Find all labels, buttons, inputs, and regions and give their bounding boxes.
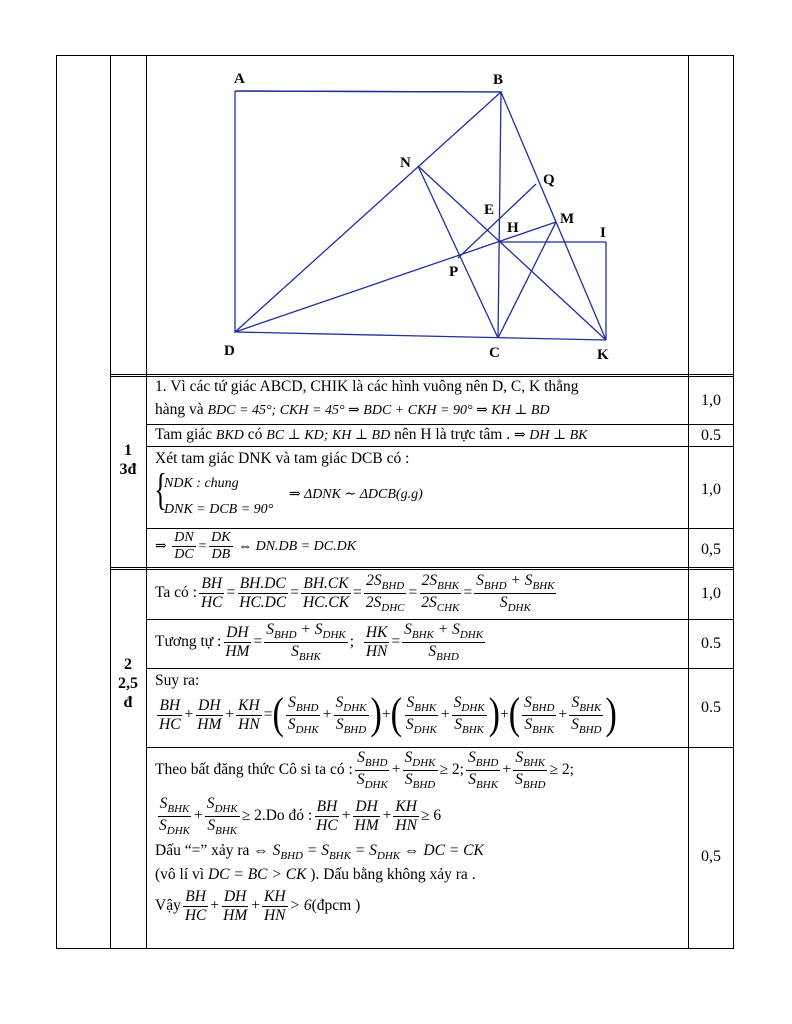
q1-row3-line1: NDK : chung bbox=[164, 476, 239, 491]
sub: DHK bbox=[412, 757, 436, 770]
frac-num: BH.CK bbox=[303, 574, 349, 592]
sub: BHK bbox=[462, 723, 484, 736]
sub: BHD bbox=[475, 757, 499, 770]
sub: BHK bbox=[298, 650, 321, 663]
sym: S bbox=[524, 715, 533, 733]
coef: 2 bbox=[421, 593, 430, 611]
q1-row1-math: BDC = 45°; CKH = 45° ⇒ BDC + CKH = 90° ⇒ KH ⊥ BD bbox=[207, 403, 550, 418]
q1-row3-score: 1,0 bbox=[701, 481, 721, 498]
q2-row2-label: Tương tự : bbox=[155, 632, 222, 650]
sub: BHK bbox=[532, 580, 555, 593]
label-C: C bbox=[489, 345, 500, 361]
q1-row2-m1: BKD bbox=[215, 428, 244, 443]
q2-row4-l3a: Dấu “=” xảy ra bbox=[155, 842, 254, 859]
frac-num: BH bbox=[316, 797, 338, 815]
sym: S bbox=[467, 749, 476, 766]
sym: S bbox=[206, 795, 215, 812]
sym: S bbox=[476, 572, 484, 589]
sym: S bbox=[428, 642, 437, 660]
sym: S bbox=[453, 694, 462, 711]
sym: S bbox=[515, 749, 524, 766]
sub: BHK bbox=[532, 723, 555, 736]
frac-num: DH bbox=[223, 888, 247, 905]
frac-den: HC bbox=[159, 715, 181, 733]
frac-den: HN bbox=[365, 642, 388, 660]
q2-row4-l5c: (đpcm ) bbox=[311, 897, 361, 915]
q2-row3-score: 0.5 bbox=[701, 699, 721, 716]
sub: BHK bbox=[476, 778, 499, 791]
sub: BHK bbox=[414, 702, 437, 715]
sym: S bbox=[524, 572, 533, 589]
q1-row2-t3: nên H là trực tâm . bbox=[390, 426, 514, 443]
q1-row2-t1: Tam giác bbox=[155, 426, 216, 443]
sub: BHD bbox=[412, 778, 436, 791]
sym: S bbox=[404, 621, 412, 638]
q1-row4 bbox=[155, 530, 356, 563]
sym: S bbox=[266, 621, 274, 638]
q2-row4-l5b: > 6 bbox=[289, 897, 312, 915]
sub: DHC bbox=[381, 601, 405, 614]
frac-num: KH bbox=[263, 888, 286, 905]
sub: BHK bbox=[215, 824, 238, 837]
sym: S bbox=[335, 715, 344, 733]
sym: S bbox=[468, 770, 477, 788]
sym: S bbox=[321, 842, 329, 859]
sub: BHD bbox=[578, 723, 602, 736]
row-divider bbox=[110, 569, 734, 570]
sym: S bbox=[357, 749, 365, 766]
sub: DHK bbox=[459, 629, 484, 642]
sym: S bbox=[314, 621, 323, 638]
label-I: I bbox=[600, 225, 606, 241]
sym: S bbox=[335, 694, 344, 711]
coef: 2 bbox=[365, 593, 374, 611]
sub: BHD bbox=[343, 723, 367, 736]
sub: BHK bbox=[579, 702, 602, 715]
sym: S bbox=[405, 715, 414, 733]
sub: DHK bbox=[343, 702, 367, 715]
q2-points: 2,5 bbox=[118, 675, 138, 693]
frac-num: BH.DC bbox=[239, 574, 286, 592]
label-H: H bbox=[507, 220, 519, 236]
row-divider bbox=[110, 567, 734, 568]
frac-num: BH bbox=[159, 696, 181, 714]
row-divider bbox=[146, 424, 734, 425]
q2-row4-l2b: .Do đó : bbox=[261, 806, 313, 824]
sub: DHK bbox=[413, 723, 437, 736]
label-D: D bbox=[224, 343, 235, 359]
q1-points: 3đ bbox=[119, 461, 137, 479]
sub: DHK bbox=[364, 778, 388, 791]
q1-row1-score: 1,0 bbox=[701, 392, 721, 409]
sub: DHK bbox=[322, 629, 346, 642]
sub: BHK bbox=[167, 803, 190, 816]
q1-row2-m3: ⇒ DH ⊥ BK bbox=[514, 428, 588, 443]
row-divider bbox=[146, 619, 734, 620]
q1-row4-pre: ⇒ bbox=[155, 538, 167, 554]
sub: BHK bbox=[437, 580, 460, 593]
sym: S bbox=[429, 593, 437, 611]
frac-num: DK bbox=[209, 530, 232, 547]
frac-den: HC bbox=[200, 593, 223, 611]
frac-num: HK bbox=[365, 623, 388, 641]
sym: S bbox=[454, 715, 462, 733]
sym: S bbox=[429, 572, 438, 589]
frac-den: HN bbox=[238, 715, 260, 733]
label-N: N bbox=[400, 155, 411, 171]
q1-row3-text: Xét tam giác DNK và tam giác DCB có : bbox=[155, 450, 410, 467]
q2-num: 2 bbox=[124, 656, 132, 673]
sub: DHK bbox=[376, 850, 401, 863]
q2-row4-l4b: ). Dấu bằng không xảy ra . bbox=[306, 866, 476, 883]
frac-num: KH bbox=[395, 797, 417, 815]
sub: BHD bbox=[522, 778, 546, 791]
row-divider bbox=[146, 668, 734, 669]
q1-row2-t2: có bbox=[243, 426, 267, 443]
q2-row4-l1: Theo bất đăng thức Cô si ta có : bbox=[155, 760, 353, 778]
coef: 2 bbox=[366, 572, 374, 589]
sym: S bbox=[207, 816, 216, 834]
table-border-bottom bbox=[56, 948, 734, 949]
q1-row3-line2: DNK = DCB = 90° bbox=[164, 502, 274, 517]
frac-den: HM bbox=[354, 816, 379, 834]
frac-den: HM bbox=[225, 642, 250, 660]
sym: S bbox=[452, 621, 460, 638]
sym: S bbox=[571, 715, 579, 733]
frac-num: DN bbox=[172, 530, 195, 547]
q2-row4-l4a: (vô lí vì bbox=[155, 866, 208, 883]
q1-row2-score: 0.5 bbox=[701, 427, 721, 444]
frac-den: HC.CK bbox=[302, 593, 350, 611]
sym: S bbox=[288, 694, 296, 711]
label-B: B bbox=[493, 72, 504, 88]
frac-num: KH bbox=[238, 696, 260, 714]
q2-row4-l5a: Vậy bbox=[155, 897, 181, 915]
frac-num: DH bbox=[355, 797, 378, 815]
q2-row3-label: Suy ra: bbox=[155, 672, 200, 689]
label-A: A bbox=[234, 71, 245, 87]
q2-row4-line1: Theo bất đăng thức Cô si ta có : $\frac{S_{BHD}}{S_{DHK}}$ + $\frac{S_{DHK}}{S_{BHD}}$ ≥ 2; $\frac{S_{BHD}}{S_{BHK}}$ + $\frac{S_{BHK}}{S_{BHD}}$ ≥ 2; bbox=[155, 749, 574, 791]
q2-row2-score: 0.5 bbox=[701, 635, 721, 652]
q2-unit: đ bbox=[123, 694, 133, 712]
sym: S bbox=[369, 842, 377, 859]
q2-row2: Tương tự : $\frac{DH}{HM}$ = $\frac{S_{BHD} + S_{DHK}}{S_{BHK}}$ ; $\frac{HK}{HN}$ = $\frac{S_{BHK} + S_{DHK}}{S_{BHD}}$ bbox=[155, 621, 484, 663]
sub: BHD bbox=[295, 702, 319, 715]
sym: S bbox=[159, 816, 167, 834]
q2-row1: Ta có : $\frac{BH}{HC}$ = $\frac{BH.DC}{HC.DC}$ = $\frac{BH.CK}{HC.CK}$ = $\frac{2S_{BHD}}{2S_{DHC}}$ = $\frac{2S_{BHK}}{2S_{CHK}}$ = $\frac{S_{BHD} + S_{BHK}}{S_{DHK}}$ bbox=[155, 572, 555, 614]
sub: DHK bbox=[461, 702, 485, 715]
q1-row4-eq: = bbox=[197, 538, 208, 554]
frac-den: HC bbox=[316, 816, 338, 834]
sym: S bbox=[499, 593, 508, 611]
sym: S bbox=[404, 770, 413, 788]
frac-den: HN bbox=[263, 906, 286, 924]
sym: S bbox=[404, 749, 413, 766]
q2-row4-score: 0,5 bbox=[701, 848, 721, 865]
q1-row3-conclusion: ⇒ ΔDNK ∼ ΔDCB(g.g) bbox=[289, 487, 423, 502]
q1-row2-m2: BC ⊥ KD; KH ⊥ BD bbox=[266, 428, 391, 443]
q2-row4-line2: $\frac{S_{BHK}}{S_{DHK}}$ + $\frac{S_{DHK}}{S_{BHK}}$ ≥ 2 .Do đó : $\frac{BH}{HC}$ + $\frac{DH}{HM}$ + $\frac{KH}{HN}$ ≥ 6 bbox=[159, 795, 442, 837]
q1-row4-post: ⇔ DN.DB = DC.DK bbox=[238, 538, 357, 554]
sub: BHD bbox=[531, 702, 555, 715]
sym: S bbox=[291, 642, 299, 660]
sym: S bbox=[571, 694, 580, 711]
sub: BHD bbox=[483, 580, 507, 593]
q2-row1-label: Ta có : bbox=[155, 583, 197, 601]
q1-row1-line2 bbox=[155, 401, 550, 420]
sub: DHK bbox=[166, 824, 190, 837]
sub: DHK bbox=[214, 803, 238, 816]
sym: S bbox=[356, 770, 365, 788]
q2-row4-line3: Dấu “=” xảy ra ⇔ $S_{BHD} = S_{BHK} = S_{DHK}$ ⇔ DC = CK bbox=[155, 842, 484, 863]
q1-row1-prefix: hàng và bbox=[155, 401, 208, 418]
coef: 2 bbox=[421, 572, 430, 589]
sym: S bbox=[524, 694, 532, 711]
label-K: K bbox=[597, 347, 609, 363]
sym: S bbox=[515, 770, 523, 788]
frac-num: DH bbox=[226, 623, 249, 641]
label-P: P bbox=[449, 264, 459, 280]
sub: BHD bbox=[364, 757, 388, 770]
row-divider bbox=[146, 747, 734, 748]
sub: BHD bbox=[436, 650, 459, 663]
sub: BHK bbox=[328, 850, 351, 863]
sym: S bbox=[159, 795, 168, 812]
sub: BHK bbox=[523, 757, 546, 770]
q2-row4-l3m: ⇔ S bbox=[253, 842, 281, 859]
sym: S bbox=[406, 694, 415, 711]
row-divider bbox=[146, 528, 734, 529]
row-divider bbox=[146, 446, 734, 447]
q1-row2 bbox=[155, 426, 588, 445]
question-2-number bbox=[110, 655, 146, 713]
frac-den: HN bbox=[395, 816, 417, 834]
frac-den: HC bbox=[184, 906, 207, 924]
frac-num: DH bbox=[198, 696, 221, 714]
frac-num: BH bbox=[185, 888, 206, 905]
label-Q: Q bbox=[543, 172, 555, 188]
sub: DHK bbox=[507, 601, 531, 614]
frac-den: HM bbox=[197, 715, 222, 733]
sub: BHD bbox=[280, 850, 303, 863]
sym: S bbox=[373, 593, 382, 611]
q1-row1-line1: 1. Vì các tứ giác ABCD, CHIK là các hình vuông nên D, C, K thẳng bbox=[155, 378, 579, 395]
q2-row4-line5: Vậy $\frac{BH}{HC}$ + $\frac{DH}{HM}$ + $\frac{KH}{HN}$ > 6 (đpcm ) bbox=[155, 888, 361, 924]
q1-num: 1 bbox=[124, 442, 132, 459]
geometry-figure bbox=[0, 0, 792, 380]
label-M: M bbox=[560, 211, 575, 227]
frac-den: HC.DC bbox=[239, 593, 287, 611]
q2-row1-score: 1,0 bbox=[701, 585, 721, 602]
question-1-number bbox=[110, 441, 146, 479]
sub: BHD bbox=[381, 580, 405, 593]
sub: BHD bbox=[273, 629, 297, 642]
q1-row3-brace: { bbox=[154, 465, 167, 514]
q2-row3-math: $\frac{BH}{HC}$ + $\frac{DH}{HM}$ + $\frac{KH}{HN}$ = ( $\frac{S_{BHD}}{S_{DHK}}$ + $\frac{S_{DHK}}{S_{BHD}}$ ) + ( $\frac{S_{BHK}}{S_{DHK}}$ + $\frac{S_{DHK}}{S_{BHK}}$ ) + ( $\frac{S_{BHD}}{S_{BHK}}$ + $\frac{S_{BHK}}{S_{BHD}}$ ) bbox=[159, 690, 617, 739]
frac-den: HM bbox=[223, 906, 248, 924]
sub: DHK bbox=[295, 723, 319, 736]
sym: S bbox=[373, 572, 382, 589]
frac-num: BH bbox=[201, 574, 223, 592]
q2-row4-l4m: DC = BC > CK bbox=[207, 866, 307, 883]
sym: S bbox=[287, 715, 296, 733]
sub: BHK bbox=[411, 629, 434, 642]
sub: CHK bbox=[436, 601, 460, 614]
label-E: E bbox=[484, 202, 495, 218]
frac-den: DB bbox=[211, 547, 231, 563]
q2-row4-line4 bbox=[155, 866, 476, 885]
frac-den: DC bbox=[174, 547, 194, 563]
q1-row4-score: 0,5 bbox=[701, 541, 721, 558]
